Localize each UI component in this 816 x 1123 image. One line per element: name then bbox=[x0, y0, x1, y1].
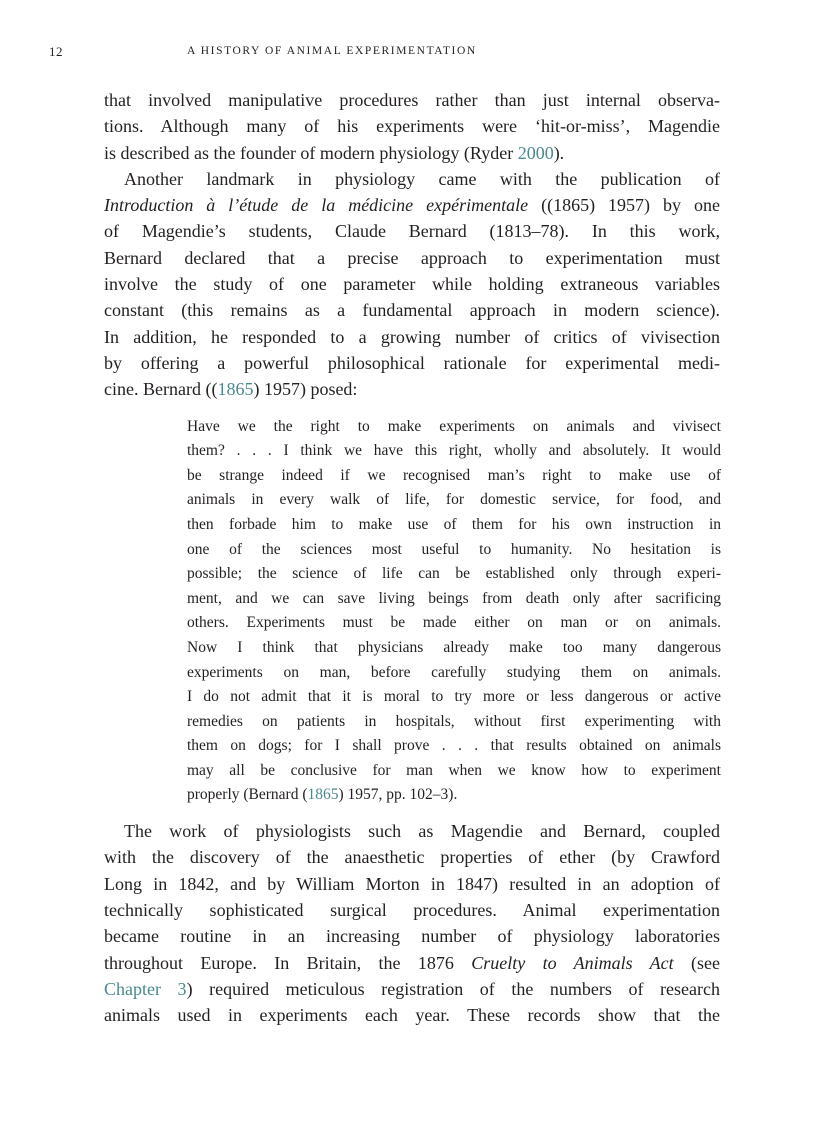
quote-line bbox=[187, 783, 721, 808]
paragraph-3 bbox=[104, 818, 720, 1028]
quote-line: may all be conclusive for man when we know how to experiment bbox=[187, 761, 721, 779]
quote-line: I do not admit that it is moral to try more or less dangerous or active bbox=[187, 688, 721, 706]
citation-link-bernard-1865[interactable]: 1865 bbox=[217, 379, 254, 400]
text-line: by offering a powerful philosophical rationale for experimental medi- bbox=[104, 352, 720, 373]
text-segment: ) 1957, pp. 102–3). bbox=[338, 786, 458, 804]
running-head bbox=[0, 44, 816, 64]
text-segment: throughout Europe. In Britain, the 1876 bbox=[104, 952, 472, 973]
text-line: with the discovery of the anaesthetic properties of ether (by Crawford bbox=[104, 847, 720, 868]
text-segment: properly (Bernard ( bbox=[187, 786, 308, 804]
paragraph-1 bbox=[104, 87, 720, 166]
text-line bbox=[104, 976, 720, 1002]
paragraph-2 bbox=[104, 166, 720, 403]
text-line: Bernard declared that a precise approach to experimentation must bbox=[104, 247, 720, 268]
chapter-3-link[interactable]: Chapter 3 bbox=[104, 978, 187, 999]
text-segment: ((1865) 1957) by one bbox=[528, 195, 721, 216]
text-line: technically sophisticated surgical procedures. Animal experimentation bbox=[104, 899, 720, 920]
text-line: constant (this remains as a fundamental approach in modern science). bbox=[104, 300, 720, 321]
quote-line: them on dogs; for I shall prove . . . that results obtained on animals bbox=[187, 737, 721, 755]
text-line: In addition, he responded to a growing number of critics of vivisection bbox=[104, 326, 720, 347]
block-quote bbox=[187, 415, 721, 809]
body-text bbox=[104, 87, 720, 1028]
quote-line: ment, and we can save living beings from death only after sacrificing bbox=[187, 589, 721, 607]
quote-line: experiments on man, before carefully studying them on animals. bbox=[187, 663, 721, 681]
text-line: Another landmark in physiology came with the publication of bbox=[124, 168, 720, 189]
quote-line: one of the sciences most useful to humanity. No hesitation is bbox=[187, 540, 721, 558]
text-line bbox=[104, 192, 720, 218]
book-title: Introduction à l’étude de la médicine expérimentale bbox=[104, 195, 529, 216]
text-segment: is described as the founder of modern physiology (Ryder bbox=[104, 142, 518, 163]
running-head-title: A HISTORY OF ANIMAL EXPERIMENTATION bbox=[187, 45, 477, 57]
text-line: that involved manipulative procedures rather than just internal observa- bbox=[104, 90, 720, 110]
text-line: involve the study of one parameter while holding extraneous variables bbox=[104, 274, 720, 295]
quote-line: be strange indeed if we recognised man’s right to make use of bbox=[187, 466, 721, 484]
text-segment: ) 1957) posed: bbox=[253, 379, 358, 400]
quote-line: them? . . . I think we have this right, wholly and absolutely. It would bbox=[187, 442, 721, 460]
text-line: of Magendie’s students, Claude Bernard (1813–78). In this work, bbox=[104, 221, 720, 242]
text-segment: (see bbox=[673, 952, 721, 973]
text-segment: ) required meticulous registration of the numbers of research bbox=[186, 978, 721, 999]
text-segment: ). bbox=[553, 142, 565, 163]
quote-line: others. Experiments must be made either on man or on animals. bbox=[187, 614, 721, 632]
text-line bbox=[104, 376, 720, 402]
quote-line: possible; the science of life can be established only through experi- bbox=[187, 565, 721, 583]
text-line bbox=[104, 950, 720, 976]
quote-line: remedies on patients in hospitals, without first experimenting with bbox=[187, 712, 721, 730]
quote-line: Have we the right to make experiments on animals and vivisect bbox=[187, 417, 721, 435]
text-line: The work of physiologists such as Magendie and Bernard, coupled bbox=[124, 821, 720, 842]
page-number: 12 bbox=[49, 44, 63, 59]
citation-link-bernard-1865-quote[interactable]: 1865 bbox=[307, 786, 339, 804]
quote-line: then forbade him to make use of them for his own instruction in bbox=[187, 515, 721, 533]
text-line bbox=[104, 140, 720, 166]
act-title: Cruelty to Animals Act bbox=[471, 952, 674, 973]
quote-line: Now I think that physicians already make too many dangerous bbox=[187, 638, 721, 656]
text-line: tions. Although many of his experiments were ‘hit-or-miss’, Magendie bbox=[104, 116, 720, 137]
text-line: Long in 1842, and by William Morton in 1847) resulted in an adoption of bbox=[104, 873, 720, 894]
text-segment: cine. Bernard (( bbox=[104, 379, 218, 400]
citation-link-ryder-2000[interactable]: 2000 bbox=[517, 142, 554, 163]
text-line: became routine in an increasing number of physiology laboratories bbox=[104, 926, 720, 947]
quote-line: animals in every walk of life, for domestic service, for food, and bbox=[187, 491, 721, 509]
text-line: animals used in experiments each year. These records show that the bbox=[104, 1005, 720, 1026]
